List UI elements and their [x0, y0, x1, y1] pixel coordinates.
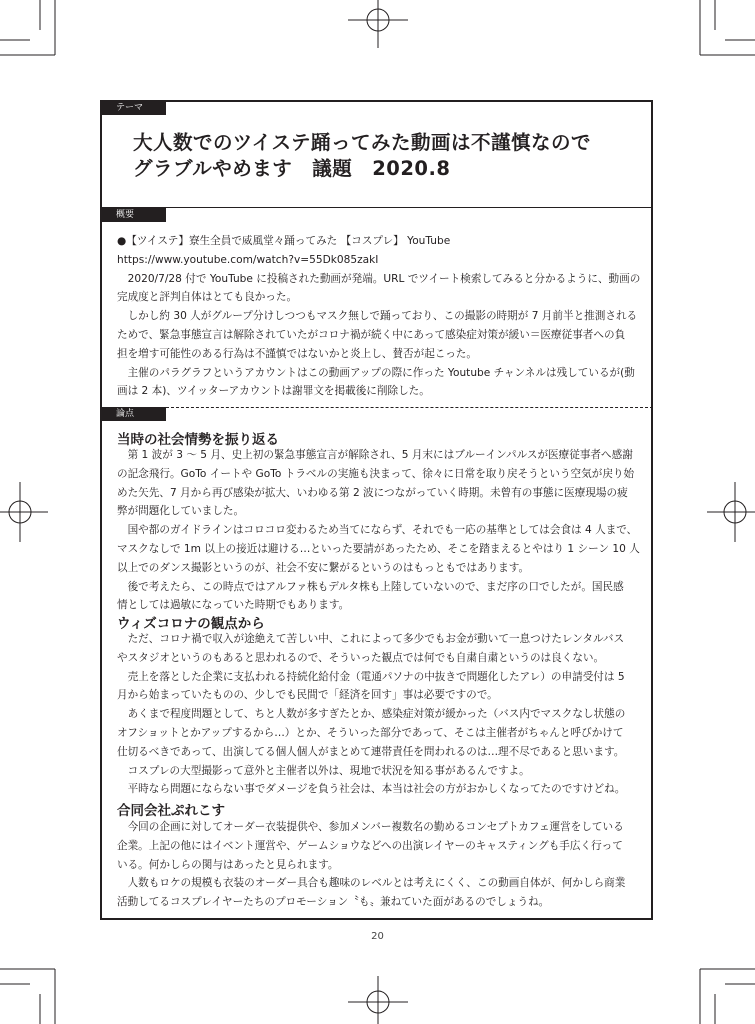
registration-mark-left: [0, 482, 48, 542]
dashed-divider: [166, 407, 653, 408]
text-line: 2020/7/28 付で YouTube に投稿された動画が発端。URL でツイート検索してみると分かるように、動画の: [117, 272, 641, 285]
text-line: 平時なら問題にならない事でダメージを負う社会は、本当は社会の方がおかしくなってたのですけどね。: [117, 783, 626, 796]
text-line: 画は 2 本)、ツイッターアカウントは謝罪文を掲載後に削除した。: [117, 385, 430, 398]
text-line: マスクなしで 1m 以上の接近は避ける…といった要請があったため、そこを踏まえるとやはり 1 シーン 10 人: [117, 542, 640, 555]
text-line: 人数もロケの規模も衣装のオーダー具合も趣味のレベルとは考えにくく、この動画自体が、何かしら商業: [117, 877, 626, 890]
summary-label: 概要: [100, 208, 166, 222]
text-line: 弊が問題化していました。: [117, 505, 245, 518]
text-line: いる。何かしらの関与はあったと見られます。: [117, 858, 339, 871]
text-line: 国や都のガイドラインはコロコロ変わるため当てにならず、それでも一応の基準としては会食は 4 人まで、: [117, 524, 638, 537]
text-line: https://www.youtube.com/watch?v=55Dk085zakI: [117, 253, 379, 266]
text-line: 担を増す可能性のある行為は不謹慎ではないかと炎上し、賛否が起こった。: [117, 347, 477, 360]
registration-mark-top: [348, 0, 408, 48]
section-heading: 合同会社ぷれこす: [117, 803, 225, 819]
text-line: しかし約 30 人がグループ分けしつつもマスク無しで踊っており、この撮影の時期が 7 月前半と推測される: [117, 310, 638, 323]
summary-text: [117, 232, 647, 401]
section-heading: ウィズコロナの観点から: [117, 616, 265, 632]
text-line: やスタジオというのもあると思われるので、そういった観点では何でも自粛自粛というのは良くない。: [117, 651, 605, 664]
section-heading: 当時の社会情勢を振り返る: [117, 432, 279, 448]
section-text: [117, 446, 647, 615]
registration-mark-right: [707, 482, 755, 542]
text-line: 後で考えたら、この時点ではアルファ株もデルタ株も上陸していないので、まだ序の口でしたが。国民感: [117, 580, 624, 593]
text-line: コスプレの大型撮影って意外と主催者以外は、現地で状況を知る事があるんですよ。: [117, 764, 530, 777]
text-line: 完成度と評判自体はとても良かった。: [117, 291, 298, 304]
text-line: 活動してるコスプレイヤーたちのプロモーション〝も〟兼ねていた面があるのでしょうね。: [117, 896, 550, 909]
text-line: ●【ツイステ】寮生全員で威風堂々踊ってみた 【コスプレ】 YouTube: [117, 235, 451, 247]
text-line: 主催のパラグラフというアカウントはこの動画アップの際に作った Youtube チャンネルは残しているが(動: [117, 366, 635, 379]
text-line: の記念飛行。GoTo イートや GoTo トラベルの実施も決まって、徐々に日常を取り戻そうという空気が戻り始: [117, 467, 635, 480]
text-line: あくまで程度問題として、ちと人数が多すぎたとか、感染症対策が緩かった（バス内でマスクなし状態の: [117, 708, 626, 721]
page-number: 20: [371, 931, 384, 942]
text-line: 今回の企画に対してオーダー衣装提供や、参加メンバー複数名の勤めるコンセプトカフェ運営をしている: [117, 821, 624, 833]
text-line: オフショットとかアップするから…）とか、そういった部分であって、そこは主催者がちゃんと呼びかけて: [117, 726, 624, 739]
text-line: 企業。上記の他にはイベント運営や、ゲームショウなどへの出演レイヤーのキャスティングも手広く行って: [117, 839, 623, 852]
text-line: 情としては過敏になっていた時期でもあります。: [117, 599, 350, 612]
section-text: [117, 818, 647, 912]
text-line: ただ、コロナ禍で収入が途絶えて苦しい中、これによって多少でもお金が動いて一息つけたレンタルバス: [117, 633, 625, 645]
title-line: 大人数でのツイステ踊ってみた動画は不謹慎なので: [133, 131, 592, 154]
discussion-label: 論点: [100, 407, 166, 421]
registration-mark-bottom: [348, 976, 408, 1024]
page-title: [133, 130, 591, 182]
text-line: 仕切るべきであって、出演してる個人個人がまとめて連帯責任を問われるのは…理不尽であると思います。: [117, 745, 625, 758]
divider: [100, 207, 653, 208]
text-line: ためで、緊急事態宣言は解除されていたがコロナ禍が続く中にあって感染症対策が緩い＝医療従事者への負: [117, 328, 626, 341]
theme-label: テーマ: [100, 101, 166, 115]
text-line: 月から始まっていたものの、少しでも民間で「経済を回す」事は必要ですので。: [117, 689, 498, 702]
text-line: 売上を落とした企業に支払われる持続化給付金（電通パソナの中抜きで問題化したアレ）の申請受付は 5: [117, 670, 625, 683]
text-line: めた矢先、7 月から再び感染が拡大、いわゆる第 2 波につながっていく時期。未曾有の事態に医療現場の疲: [117, 486, 628, 499]
title-line: グラブルやめます 議題 2020.8: [133, 157, 451, 180]
text-line: 以上でのダンス撮影というのが、社会不安に繋がるというのはもっともではあります。: [117, 561, 530, 574]
section-text: [117, 630, 647, 799]
text-line: 第 1 波が 3 ～ 5 月、史上初の緊急事態宣言が解除され、5 月末にはブルーインパルスが医療従事者へ感謝: [117, 449, 633, 461]
